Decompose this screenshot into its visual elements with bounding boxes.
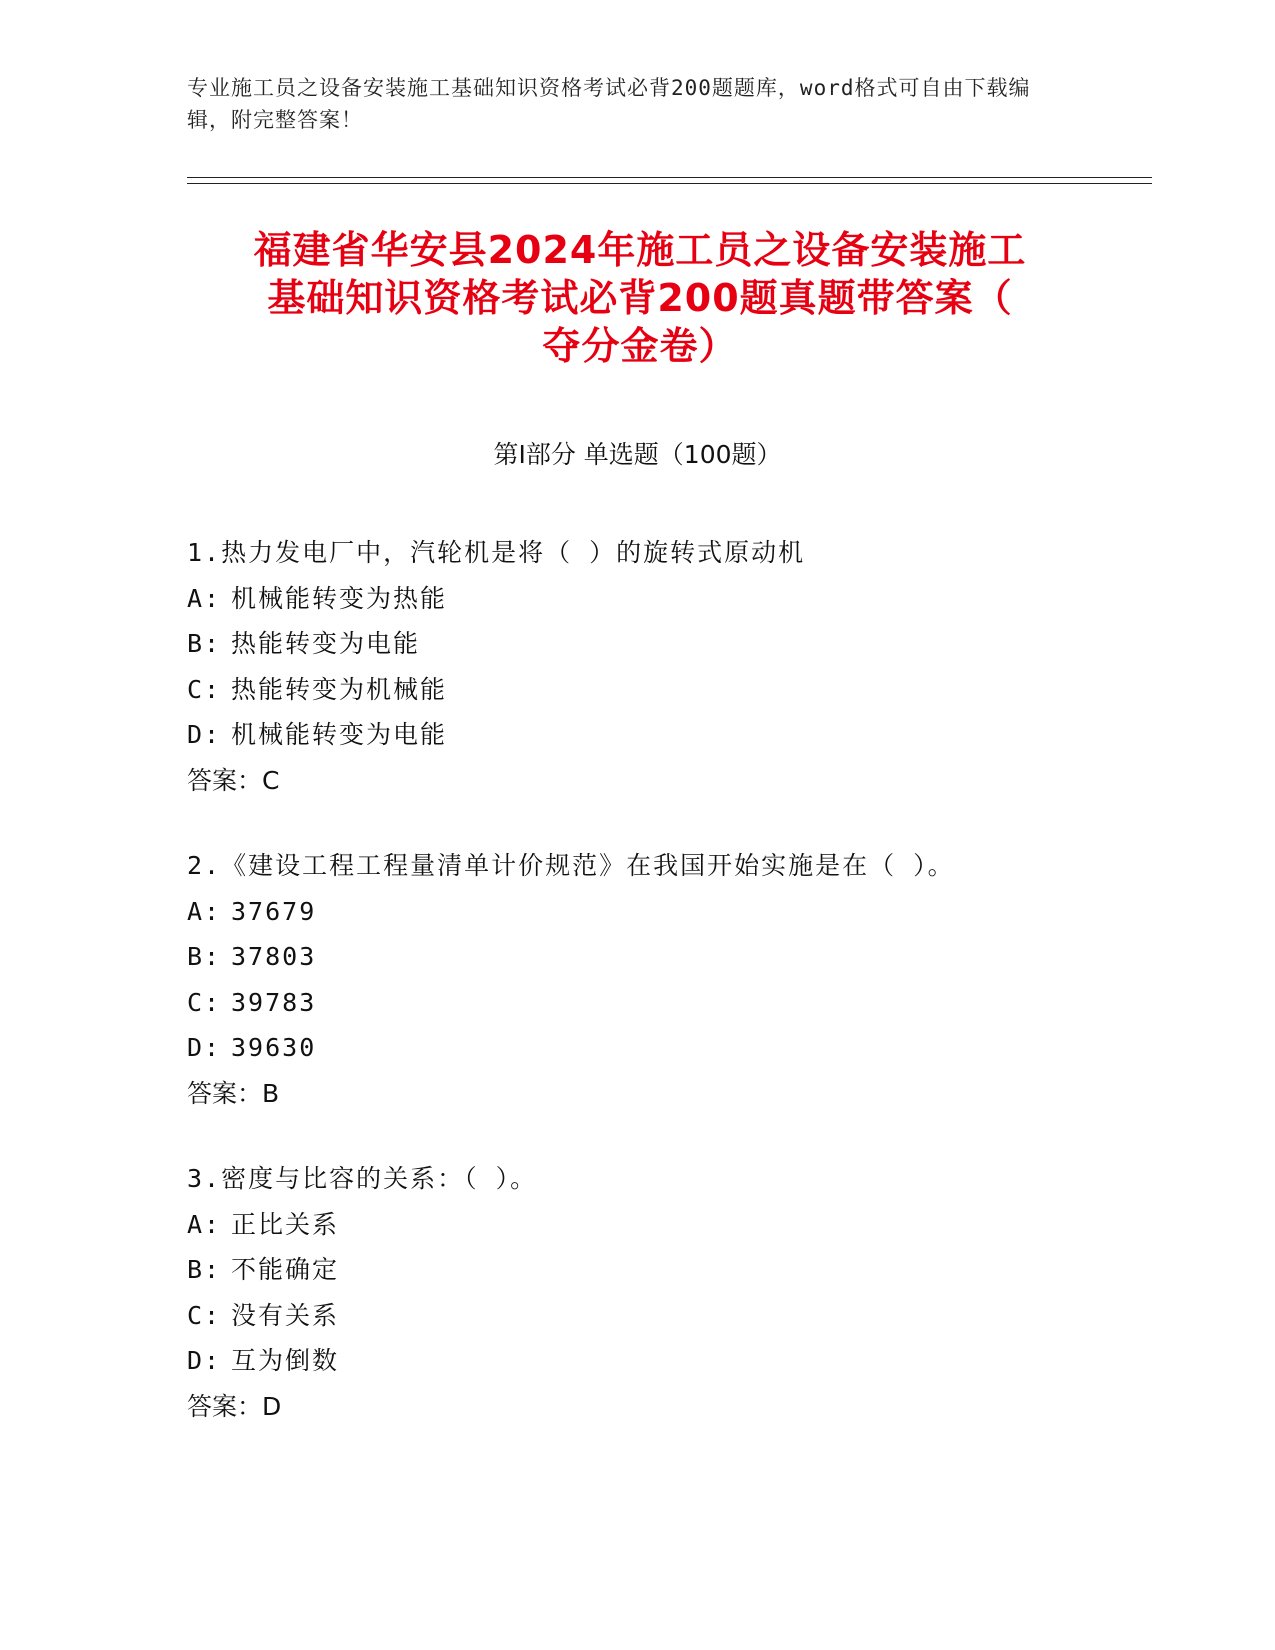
title-line-3: 夺分金卷） [542,324,738,368]
document-title [150,226,1130,370]
option-text: 热能转变为电能 [231,629,421,658]
option-letter: D: [187,720,222,749]
option-text: 热能转变为机械能 [231,674,448,704]
option-b [187,934,1147,980]
question-2 [187,843,1147,1116]
title-line-1: 福建省华安县2024年施工员之设备安装施工 [253,228,1027,272]
option-letter: B: [187,942,222,971]
answer-label: 答案： [187,1391,263,1421]
question-list [187,530,1147,1469]
option-letter: D: [187,1346,222,1375]
title-line-2: 基础知识资格考试必背200题真题带答案（ [267,276,1013,320]
question-stem: 3.密度与比容的关系：（ ）。 [187,1164,538,1193]
question-1 [187,530,1147,803]
option-letter: A: [187,896,222,926]
option-text: 正比关系 [231,1209,340,1239]
option-d [187,712,1147,758]
option-text: 39783 [231,987,317,1017]
option-a [187,889,1147,935]
option-letter: C: [187,674,222,704]
option-text: 37803 [231,942,317,971]
option-c [187,980,1147,1026]
option-text: 机械能转变为热能 [231,583,448,613]
option-letter: D: [187,1033,222,1062]
answer-value: B [262,1078,280,1108]
option-text: 互为倒数 [231,1346,340,1375]
answer-label: 答案： [187,1078,263,1108]
option-text: 不能确定 [231,1255,340,1284]
answer-line [187,1071,1147,1117]
option-text: 没有关系 [231,1300,340,1330]
question-stem: 2.《建设工程工程量清单计价规范》在我国开始实施是在（ ）。 [187,851,955,880]
question-3 [187,1156,1147,1429]
option-letter: B: [187,629,222,658]
option-a [187,576,1147,622]
option-d [187,1025,1147,1071]
option-text: 37679 [231,896,317,926]
option-letter: C: [187,1300,222,1330]
answer-line [187,1384,1147,1430]
option-c [187,1293,1147,1339]
option-letter: A: [187,583,222,613]
answer-value: D [262,1391,282,1421]
option-d [187,1338,1147,1384]
section-title: 第Ⅰ部分 单选题（100题） [493,440,782,469]
option-a [187,1202,1147,1248]
option-letter: C: [187,987,222,1017]
option-text: 机械能转变为电能 [231,720,448,749]
option-letter: B: [187,1255,222,1284]
header-divider-bottom [187,183,1152,184]
option-letter: A: [187,1209,222,1239]
header-note: 专业施工员之设备安装施工基础知识资格考试必背200题题库，word格式可自由下载编辑，附完整答案！ [187,76,1031,132]
answer-value: C [262,765,280,795]
header-divider-top [187,177,1152,178]
option-b [187,621,1147,667]
question-stem: 1.热力发电厂中，汽轮机是将（ ）的旋转式原动机 [187,538,806,567]
option-c [187,667,1147,713]
option-text: 39630 [231,1033,317,1062]
answer-label: 答案： [187,765,263,795]
option-b [187,1247,1147,1293]
answer-line [187,758,1147,804]
